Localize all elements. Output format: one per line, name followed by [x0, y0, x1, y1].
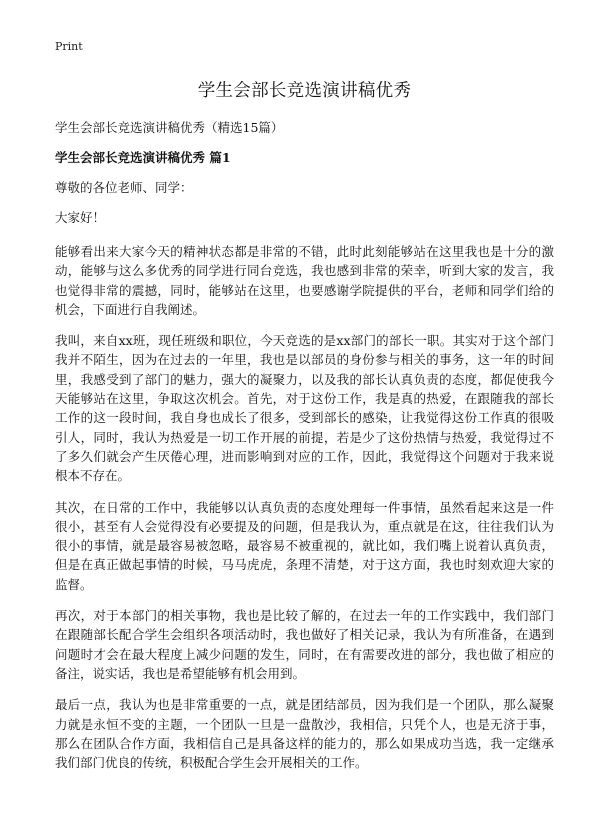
paragraph: 最后一点，我认为也是非常重要的一点，就是团结部员，因为我们是一个团队，那么凝聚力就是永恒不变的主题，一个团队一旦是一盘散沙，我相信，只凭个人，也是无济于事，那么在团队合作方面，我相信自己是具备这样的能力的，那么如果成功当选，我一定继承我们部门优良的传统，积极配合学生会开展相关的工作。	[55, 697, 554, 771]
salutation: 尊敬的各位老师、同学：	[55, 180, 193, 195]
paragraph: 其次，在日常的工作中，我能够以认真负责的态度处理每一件事情，虽然看起来这是一件很小，甚至有人会觉得没有必要提及的问题，但是我认为，重点就是在这，往往我们认为很小的事情，就是最容易被忽略，最容易不被重视的，就比如，我们嘴上说着认真负责，但是在真正做起事情的时候，马马虎虎，条理不清楚，对于这方面，我也时刻欢迎大家的监督。	[55, 499, 554, 592]
paragraph: 我叫，来自xx班，现任班级和职位，今天竞选的是xx部门的部长一职。其实对于这个部门我并不陌生，因为在过去的一年里，我也是以部员的身份参与相关的事务，这一年的时间里，我感受到了部门的魅力，强大的凝聚力，以及我的部长认真负责的态度，都促使我今天能够站在这里，争取这次机会。首先，对于这份工作，我是真的热爱，在跟随我的部长工作的这一段时间，我自身也成长了很多，受到部长的感染，让我觉得这份工作真的很吸引人，同时，我认为热爱是一切工作开展的前提，若是少了这份热情与热爱，我觉得过不了多久们就会产生厌倦心理，进而影响到对应的工作，因此，我觉得这个问题对于我来说根本不存在。	[55, 333, 554, 484]
document-title: 学生会部长竞选演讲稿优秀	[197, 81, 412, 101]
print-link[interactable]: Print	[55, 40, 83, 53]
paragraph: 能够看出来大家今天的精神状态都是非常的不错，此时此刻能够站在这里我也是十分的激动，能够与这么多优秀的同学进行同台竞选，我也感到非常的荣幸，听到大家的发言，我也觉得非常的震撼，同时，能够站在这里，也要感谢学院提供的平台，老师和同学们给的机会，下面进行自我阐述。	[55, 244, 554, 317]
greeting: 大家好！	[55, 210, 106, 225]
section-heading: 学生会部长竞选演讲稿优秀 篇1	[55, 150, 231, 165]
paragraph: 再次，对于本部门的相关事物，我也是比较了解的，在过去一年的工作实践中，我们部门在跟随部长配合学生会组织各项活动时，我也做好了相关记录，我认为有所准备，在遇到问题时才会在最大程度上减少问题的发生，同时，在有需要改进的部分，我也做了相应的备注，说实话，我也是希望能够有机会用到。	[55, 608, 554, 681]
document-subtitle: 学生会部长竞选演讲稿优秀（精选15篇）	[55, 120, 284, 135]
